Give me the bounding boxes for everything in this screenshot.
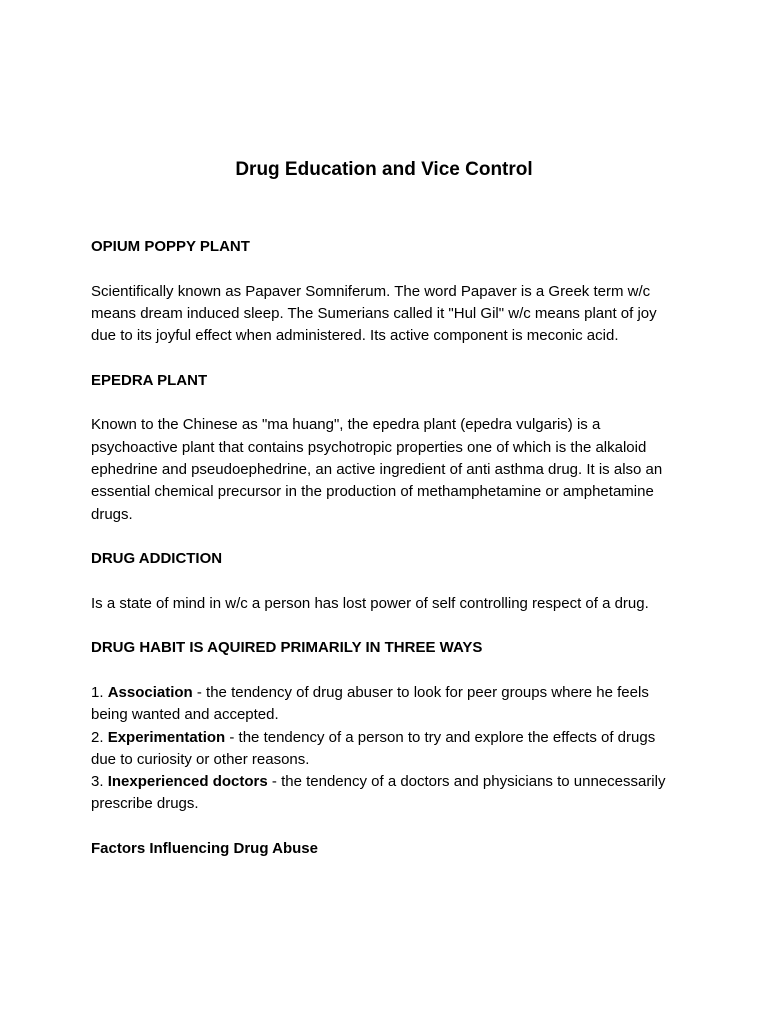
list-item-term: Experimentation: [107, 728, 226, 746]
list-item-term: Association: [107, 683, 193, 701]
section-heading-drug-addiction: DRUG ADDICTION: [91, 550, 223, 568]
paragraph-spacer: [91, 347, 681, 369]
list-item-number: 1.: [91, 683, 104, 701]
paragraph-spacer: [91, 526, 681, 548]
section-text-opium-poppy: Scientifically known as Papaver Somniferum. The word Papaver is a Greek term w/c means dream induced sleep. The Sumerians called it "Hul Gil" w/c means plant of joy due to its joyful effect when administered. Its active component is meconic acid.: [91, 282, 657, 345]
paragraph-spacer: [91, 615, 681, 637]
section-heading-opium-poppy: OPIUM POPPY PLANT: [91, 238, 250, 255]
section-heading-epedra: EPEDRA PLANT: [91, 371, 208, 389]
list-item-term: Inexperienced doctors: [107, 773, 268, 791]
document-body: [91, 236, 681, 860]
paragraph-spacer: [91, 570, 681, 592]
list-item-number: 2.: [91, 728, 104, 746]
paragraph-spacer: [91, 816, 681, 838]
list-item-experimentation: [91, 727, 681, 772]
section-heading-drug-habit: DRUG HABIT IS AQUIRED PRIMARILY IN THREE WAYS: [91, 639, 483, 657]
section-text-drug-addiction: Is a state of mind in w/c a person has lost power of self controlling respect of a drug.: [91, 594, 649, 612]
list-item-number: 3.: [91, 773, 104, 791]
paragraph-spacer: [91, 258, 681, 280]
document-title: Drug Education and Vice Control: [235, 159, 533, 180]
section-heading-factors: Factors Influencing Drug Abuse: [91, 840, 318, 858]
list-item-inexperienced-doctors: [91, 771, 681, 816]
paragraph-spacer: [91, 660, 681, 682]
paragraph-spacer: [91, 392, 681, 414]
list-item-description: - the tendency of a person to try and explore the effects of drugs due to curiosity or other reasons.: [91, 728, 656, 768]
section-text-epedra: Known to the Chinese as "ma huang", the epedra plant (epedra vulgaris) is a psychoactive plant that contains psychotropic properties one of which is the alkaloid ephedrine and pseudoephedrine, an active ingredient of anti asthma drug. It is also an essential chemical precursor in the production of methamphetamine or amphetamine drugs.: [91, 416, 663, 523]
list-item-description: - the tendency of a doctors and physicians to unnecessarily prescribe drugs.: [91, 773, 666, 813]
list-item-description: - the tendency of drug abuser to look for peer groups where he feels being wanted and accepted.: [91, 683, 649, 724]
list-item-association: [91, 682, 681, 727]
